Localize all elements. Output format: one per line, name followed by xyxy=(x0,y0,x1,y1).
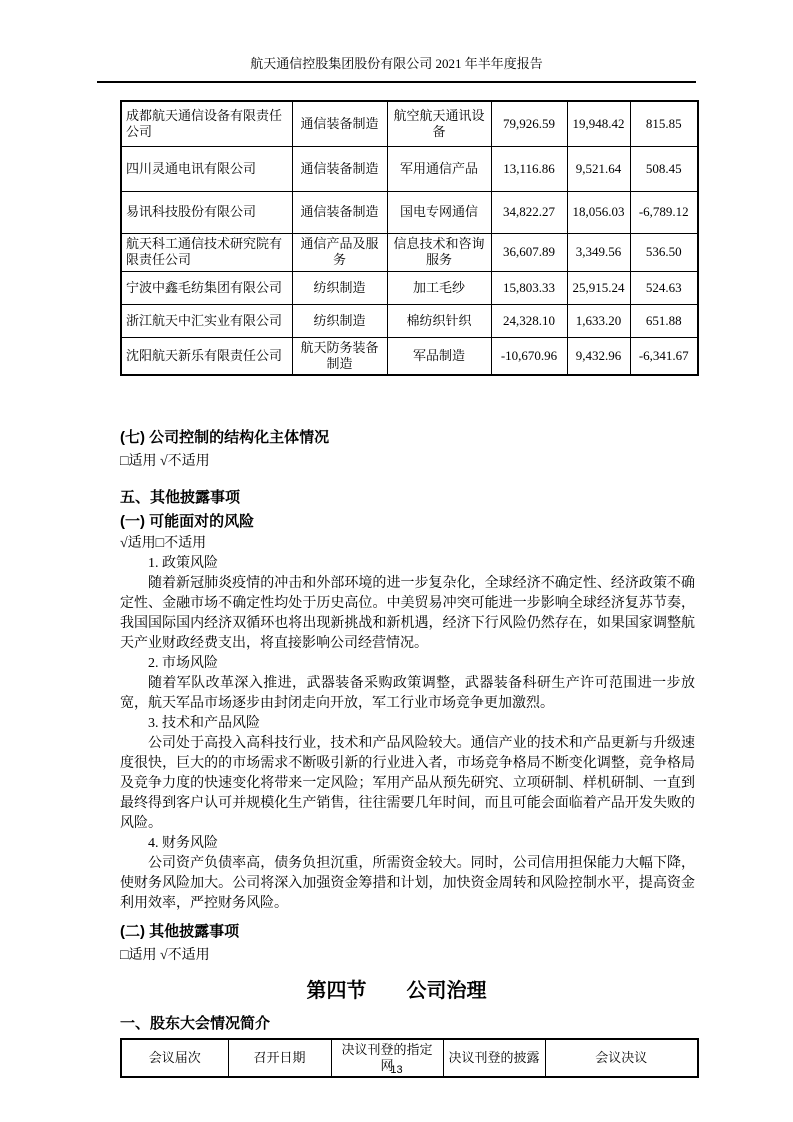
table-row xyxy=(121,146,698,191)
industry-cell: 通信产品及服务 xyxy=(292,233,387,271)
value-cell-3: 536.50 xyxy=(630,233,698,271)
company-name-cell: 航天科工通信技术研究院有限责任公司 xyxy=(121,233,292,271)
value-cell-3: 524.63 xyxy=(630,271,698,304)
page-header-title: 航天通信控股集团股份有限公司 2021 年半年度报告 xyxy=(250,56,543,71)
applicability-line: □适用 √不适用 xyxy=(120,947,210,963)
risk-item-title: 2. 市场风险 xyxy=(148,655,218,671)
section-heading-other-disclosures: 五、其他披露事项 xyxy=(120,488,241,506)
applicability-line: □适用 √不适用 xyxy=(120,453,210,469)
products-cell: 国电专网通信 xyxy=(387,191,491,233)
industry-cell: 通信装备制造 xyxy=(292,101,387,146)
value-cell-2: 9,432.96 xyxy=(567,337,630,375)
page-number: 13 xyxy=(390,1064,403,1076)
table-row xyxy=(121,191,698,233)
industry-cell: 纺织制造 xyxy=(292,304,387,337)
products-cell: 军品制造 xyxy=(387,337,491,375)
column-header-cell: 召开日期 xyxy=(228,1039,331,1077)
company-name-cell: 沈阳航天新乐有限责任公司 xyxy=(121,337,292,375)
section-heading-structured-entities: (七) 公司控制的结构化主体情况 xyxy=(120,428,330,446)
risk-item-body: 公司处于高投入高科技行业，技术和产品风险较大。通信产业的技术和产品更新与升级速度很快，巨大的的市场需求不断吸引新的行业进入者，市场竞争格局不断变化调整，竞争格局及竞争力度的快速变化将带来一定风险；军用产品从预先研究、立项研制、样机研制、一直到最终得到客户认可并规模化生产销售，往往需要几年时间，而且可能会面临着产品开发失败的风险。 xyxy=(120,735,695,831)
value-cell-3: -6,341.67 xyxy=(630,337,698,375)
value-cell-3: 651.88 xyxy=(630,304,698,337)
value-cell-1: 34,822.27 xyxy=(491,191,567,233)
industry-cell: 通信装备制造 xyxy=(292,191,387,233)
products-cell: 航空航天通讯设备 xyxy=(387,101,491,146)
subsidiary-table xyxy=(120,100,699,376)
value-cell-1: -10,670.96 xyxy=(491,337,567,375)
products-cell: 军用通信产品 xyxy=(387,146,491,191)
products-cell: 信息技术和咨询服务 xyxy=(387,233,491,271)
industry-cell: 纺织制造 xyxy=(292,271,387,304)
table-row xyxy=(121,304,698,337)
header-divider xyxy=(97,81,696,83)
value-cell-2: 3,349.56 xyxy=(567,233,630,271)
products-cell: 加工毛纱 xyxy=(387,271,491,304)
industry-cell: 通信装备制造 xyxy=(292,146,387,191)
company-name-cell: 浙江航天中汇实业有限公司 xyxy=(121,304,292,337)
section-heading-possible-risks: (一) 可能面对的风险 xyxy=(120,512,255,530)
table-row xyxy=(121,271,698,304)
value-cell-2: 25,915.24 xyxy=(567,271,630,304)
risk-item-title: 1. 政策风险 xyxy=(148,555,218,571)
value-cell-2: 9,521.64 xyxy=(567,146,630,191)
company-name-cell: 成都航天通信设备有限责任公司 xyxy=(121,101,292,146)
table-row xyxy=(121,337,698,375)
value-cell-1: 79,926.59 xyxy=(491,101,567,146)
risk-item-body: 公司资产负债率高，债务负担沉重，所需资金较大。同时，公司信用担保能力大幅下降，使财务风险加大。公司将深入加强资金筹措和计划，加快资金周转和风险控制水平，提高资金利用效率，严控财务风险。 xyxy=(120,855,695,911)
section-heading-other-disclosure-items: (二) 其他披露事项 xyxy=(120,922,240,940)
company-name-cell: 宁波中鑫毛纺集团有限公司 xyxy=(121,271,292,304)
risk-item-title: 4. 财务风险 xyxy=(148,835,218,851)
column-header-cell: 会议决议 xyxy=(545,1039,698,1077)
value-cell-2: 1,633.20 xyxy=(567,304,630,337)
value-cell-2: 19,948.42 xyxy=(567,101,630,146)
risk-item-body: 随着新冠肺炎疫情的冲击和外部环境的进一步复杂化，全球经济不确定性、经济政策不确定性、金融市场不确定性均处于历史高位。中美贸易冲突可能进一步影响全球经济复苏节奏，我国国际国内经济双循环也将出现新挑战和新机遇，经济下行风险仍然存在，如果国家调整航天产业财政经费支出，将直接影响公司经营情况。 xyxy=(120,575,695,651)
column-header-cell: 会议届次 xyxy=(121,1039,228,1077)
value-cell-1: 36,607.89 xyxy=(491,233,567,271)
company-name-cell: 易讯科技股份有限公司 xyxy=(121,191,292,233)
value-cell-3: -6,789.12 xyxy=(630,191,698,233)
industry-cell: 航天防务装备制造 xyxy=(292,337,387,375)
section-heading-shareholder-meetings: 一、股东大会情况简介 xyxy=(120,1014,271,1032)
column-header-cell: 决议刊登的指定网 xyxy=(331,1039,443,1077)
risk-item-body: 随着军队改革深入推进，武器装备采购政策调整，武器装备科研生产许可范围进一步放宽，航天军品市场逐步由封闭走向开放，军工行业市场竞争更加激烈。 xyxy=(120,675,695,711)
column-header-cell: 决议刊登的披露 xyxy=(443,1039,545,1077)
value-cell-3: 508.45 xyxy=(630,146,698,191)
applicability-line: √适用□不适用 xyxy=(120,535,207,551)
value-cell-1: 15,803.33 xyxy=(491,271,567,304)
chapter-title: 第四节 公司治理 xyxy=(306,979,487,1002)
table-row xyxy=(121,233,698,271)
risk-section xyxy=(120,554,695,914)
value-cell-1: 24,328.10 xyxy=(491,304,567,337)
risk-item-title: 3. 技术和产品风险 xyxy=(148,715,260,731)
value-cell-3: 815.85 xyxy=(630,101,698,146)
company-name-cell: 四川灵通电讯有限公司 xyxy=(121,146,292,191)
table-row xyxy=(121,101,698,146)
value-cell-1: 13,116.86 xyxy=(491,146,567,191)
products-cell: 棉纺织针织 xyxy=(387,304,491,337)
value-cell-2: 18,056.03 xyxy=(567,191,630,233)
